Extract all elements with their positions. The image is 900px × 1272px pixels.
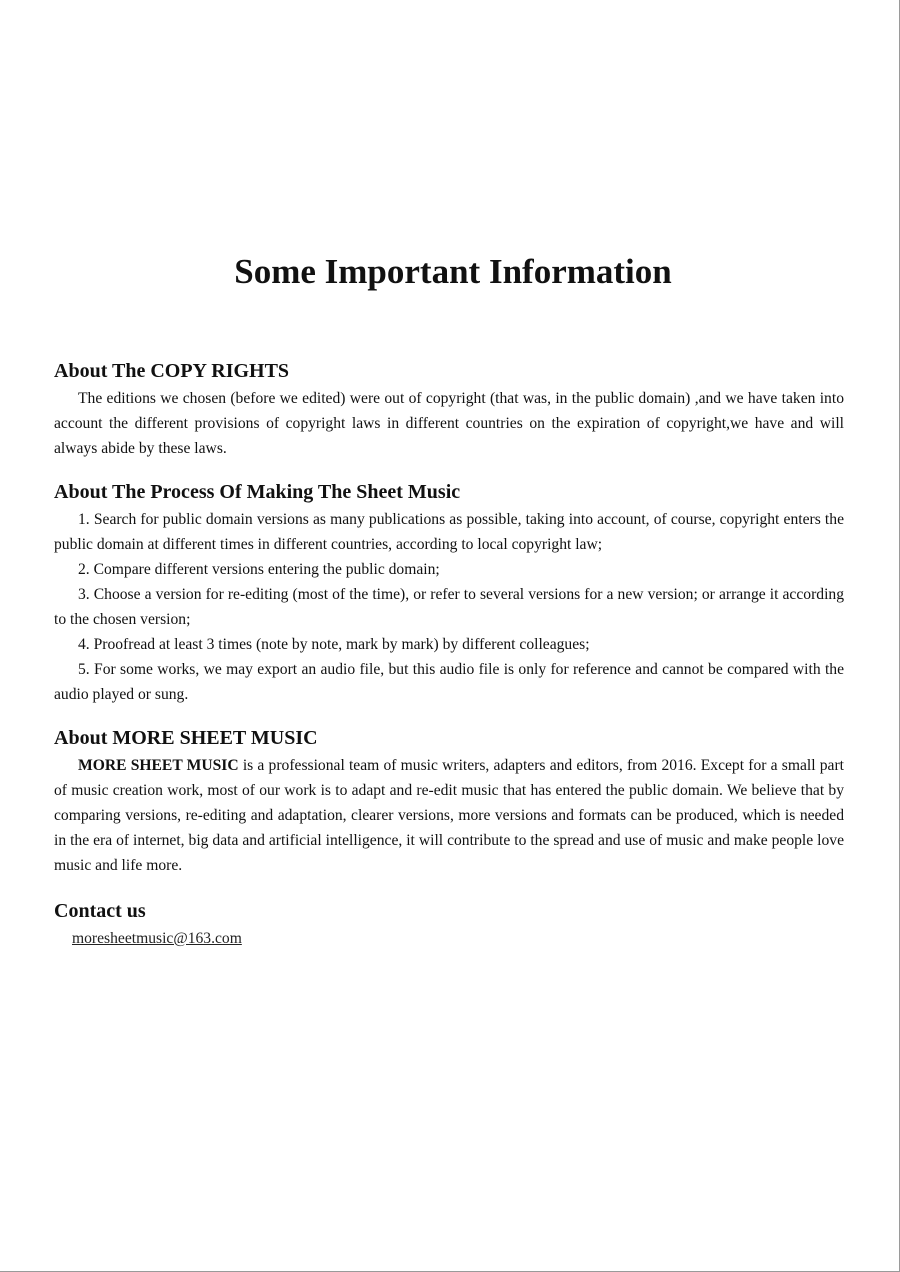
- section-heading-contact: Contact us: [54, 900, 146, 922]
- process-step-2: 2. Compare different versions entering the public domain;: [78, 561, 440, 578]
- section-process: [54, 479, 844, 707]
- section-about: [54, 725, 844, 878]
- section-copyright: [54, 358, 844, 461]
- about-body-text: is a professional team of music writers, adapters and editors, from 2016. Except for a small part of music creation work, most of our work is to adapt and re-edit music that has entered the public domain. We believe that by comparing versions, re-editing and adaptation, clearer versions, more versions and formats can be produced, which is needed in the era of internet, big data and artificial intelligence, it will contribute to the spread and use of music and make people love music and life more.: [54, 757, 844, 874]
- process-step-5: 5. For some works, we may export an audio file, but this audio file is only for reference and cannot be compared with the audio played or sung.: [54, 661, 844, 703]
- document-content: [54, 358, 844, 952]
- section-heading-process: About The Process Of Making The Sheet Music: [54, 481, 461, 503]
- section-heading-copyright: About The COPY RIGHTS: [54, 360, 290, 382]
- about-paragraph: [54, 753, 844, 878]
- process-step-1: 1. Search for public domain versions as many publications as possible, taking into account, of course, copyright enters the public domain at different times in different countries, according to local copyright law;: [54, 511, 844, 553]
- page-title: Some Important Information: [234, 252, 672, 291]
- section-heading-about: About MORE SHEET MUSIC: [54, 727, 318, 749]
- section-contact: [54, 898, 844, 952]
- brand-name: MORE SHEET MUSIC: [78, 757, 239, 774]
- process-step-3: 3. Choose a version for re-editing (most of the time), or refer to several versions for a new version; or arrange it according to the chosen version;: [54, 586, 844, 628]
- contact-email-link[interactable]: moresheetmusic@163.com: [72, 930, 242, 947]
- process-step-4: 4. Proofread at least 3 times (note by note, mark by mark) by different colleagues;: [78, 636, 590, 653]
- copyright-paragraph: The editions we chosen (before we edited) were out of copyright (that was, in the public domain) ,and we have taken into account the different provisions of copyright laws in different countries on the expiration of copyright,we have and will always abide by these laws.: [54, 390, 844, 457]
